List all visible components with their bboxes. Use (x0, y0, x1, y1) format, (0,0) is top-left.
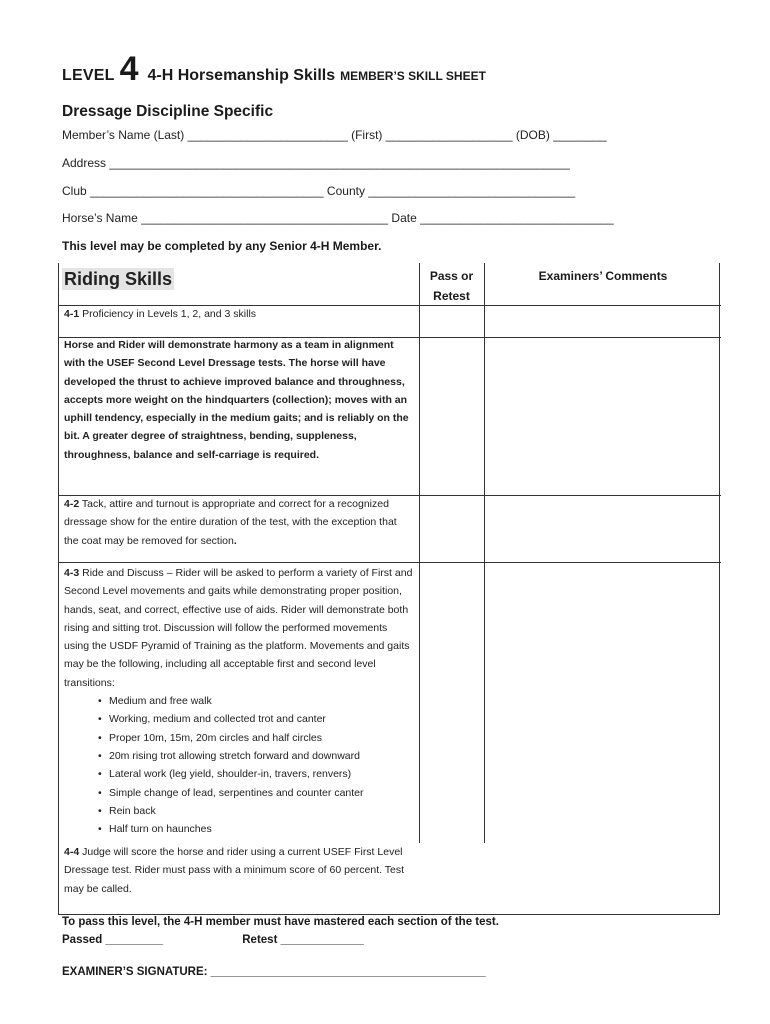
examiners-comments-header: Examiners’ Comments (538, 269, 668, 283)
list-item: • Lateral work (leg yield, shoulder-in, travers, renvers) (98, 765, 414, 783)
list-item: • Simple change of lead, serpentines and counter canter (98, 784, 414, 802)
harmony-description: Horse and Rider will demonstrate harmony as a team in alignment with the USEF Second Level Dressage tests. The horse will have developed the thrust to achieve improved balance and throughness, accepts more weight on the hindquarters (collection); moves with an uphill tendency, especially in the medium gaits; and is reliably on the bit. A greater degree of straightness, bending, suppleness, throughness, balance and self-carriage is required. (64, 339, 409, 461)
list-item: • Proper 10m, 15m, 20m circles and half circles (98, 729, 414, 747)
pass-retest-header: Pass or Retest (429, 269, 474, 303)
sheet-label: MEMBER’S SKILL SHEET (340, 69, 486, 83)
skills-table (58, 263, 720, 915)
list-item: • Working, medium and collected trot and canter (98, 710, 414, 728)
row-divider (59, 562, 721, 563)
list-item: • Half turn on haunches (98, 820, 414, 838)
column-divider-pass (419, 263, 420, 843)
movements-list (98, 692, 414, 838)
eligibility-note: This level may be completed by any Senior 4-H Member. (62, 239, 382, 253)
level-number: 4 (119, 50, 139, 88)
list-item: • 20m rising trot allowing stretch forward and downward (98, 747, 414, 765)
skills-title: 4-H Horsemanship Skills (147, 67, 336, 84)
member-name-field[interactable]: Member’s Name (Last) ________________________ (First) ___________________ (DOB) ________ (62, 128, 607, 142)
list-item: • Rein back (98, 802, 414, 820)
discipline-heading: Dressage Discipline Specific (62, 103, 274, 120)
pass-requirement: To pass this level, the 4-H member must have mastered each section of the test. (62, 916, 499, 928)
retest-field[interactable]: Retest _____________ (242, 934, 364, 946)
address-field[interactable]: Address _____________________________________________________________________ (62, 156, 570, 170)
examiner-signature-field[interactable]: EXAMINER’S SIGNATURE: ___________________________________________ (62, 966, 486, 978)
passed-field[interactable]: Passed _________ (62, 934, 164, 946)
page-title (62, 52, 486, 86)
horse-name-date-field[interactable]: Horse’s Name _____________________________________ Date _____________________________ (62, 211, 614, 225)
skill-4-3: 4-3 Ride and Discuss – Rider will be asked to perform a variety of First and Second Level movements and gaits while demonstrating proper position, hands, seat, and correct, effective use of aids. Rider will demonstrate both rising and sitting trot. Discussion will follow the performed movements using the USDF Pyramid of Training as the platform. Movements and gaits may be the following, including all acceptable first and second level transitions: • Medium and free walk • Working, medium and collected trot and canter • Proper 10m, 15m, 20m circles and half circles • 20m rising trot allowing stretch forward and downward • Lateral work (leg yield, shoulder-in, travers, renvers) • Simple change of lead, serpentines and counter canter • Rein back • Half turn on haunches (64, 564, 414, 838)
column-divider-comments (484, 263, 485, 843)
list-item: • Medium and free walk (98, 692, 414, 710)
result-line (62, 934, 364, 946)
skill-4-4: 4-4 Judge will score the horse and rider using a current USEF First Level Dressage test. Rider must pass with a minimum score of 60 percent. Test may be called. (64, 846, 405, 895)
club-county-field[interactable]: Club ___________________________________ County _______________________________ (62, 184, 576, 198)
skill-4-1: 4-1 Proficiency in Levels 1, 2, and 3 skills (64, 308, 257, 320)
section-title: Riding Skills (64, 269, 173, 289)
skill-4-2: 4-2 Tack, attire and turnout is appropriate and correct for a recognized dressage show for the entire duration of the test, with the exception that the coat may be removed for section. (64, 498, 397, 547)
level-word: LEVEL (62, 67, 115, 84)
